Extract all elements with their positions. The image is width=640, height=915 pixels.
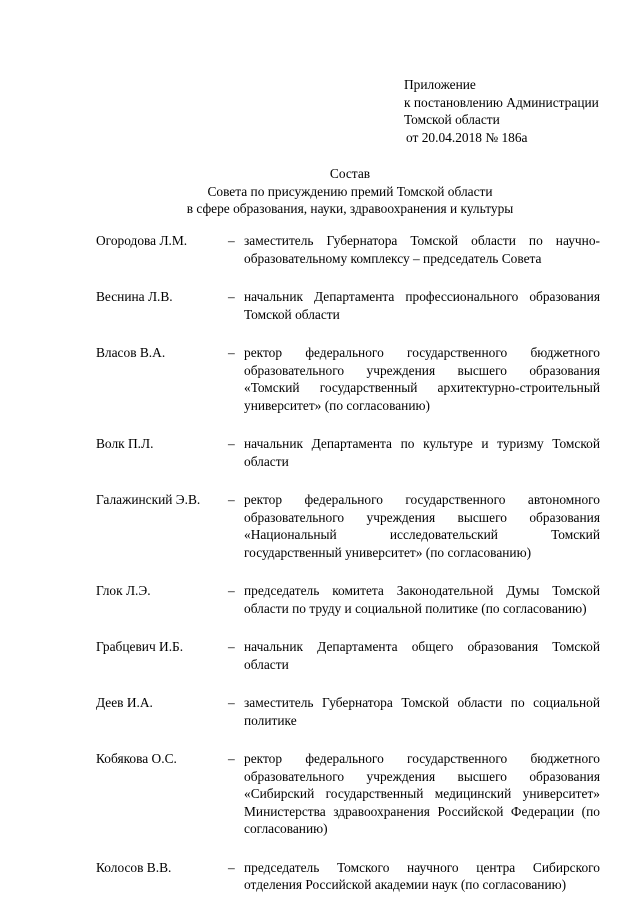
member-dash: – bbox=[228, 695, 235, 710]
appendix-line-1: Приложение bbox=[404, 77, 476, 92]
member-dash: – bbox=[228, 233, 235, 248]
member-name: Власов В.А. bbox=[96, 345, 166, 360]
member-role: заместитель Губернатора Томской области по научно-образовательному комплексу – председатель Совета bbox=[244, 233, 600, 266]
document-title bbox=[60, 165, 640, 218]
member-row bbox=[96, 582, 600, 617]
member-row bbox=[96, 638, 600, 673]
title-line-3: в сфере образования, науки, здравоохранения и культуры bbox=[186, 201, 514, 216]
member-row bbox=[96, 750, 600, 838]
member-role: начальник Департамента общего образования Томской области bbox=[244, 639, 600, 672]
member-role: председатель Томского научного центра Сибирского отделения Российской академии наук (по согласованию) bbox=[244, 859, 600, 892]
member-role: заместитель Губернатора Томской области по социальной политике bbox=[244, 695, 600, 728]
title-line-1: Состав bbox=[329, 166, 371, 181]
member-dash: – bbox=[228, 492, 235, 507]
member-dash: – bbox=[228, 289, 235, 304]
member-role: начальник Департамента профессионального образования Томской области bbox=[244, 289, 600, 322]
member-dash: – bbox=[228, 345, 235, 360]
member-role: председатель комитета Законодательной Думы Томской области по труду и социальной политике (по согласованию) bbox=[244, 583, 600, 616]
member-name: Волк П.Л. bbox=[96, 436, 154, 451]
member-name: Кобякова О.С. bbox=[96, 751, 177, 766]
member-name: Деев И.А. bbox=[96, 695, 153, 710]
member-role: начальник Департамента по культуре и туризму Томской области bbox=[244, 436, 600, 469]
appendix-header bbox=[404, 76, 599, 146]
member-row bbox=[96, 232, 600, 267]
member-name: Глок Л.Э. bbox=[96, 583, 151, 598]
member-dash: – bbox=[228, 639, 235, 654]
title-line-2: Совета по присуждению премий Томской области bbox=[207, 183, 493, 199]
member-name: Грабцевич И.Б. bbox=[96, 639, 184, 654]
member-name: Огородова Л.М. bbox=[96, 233, 188, 248]
member-role: ректор федерального государственного бюджетного образовательного учреждения высшего образования «Сибирский государственный медицинский университет» Министерства здравоохранения Российской Федерации (по согласованию) bbox=[244, 751, 600, 836]
member-role: ректор федерального государственного бюджетного образовательного учреждения высшего образования «Томский государственный архитектурно-строительный университет» (по согласованию) bbox=[244, 345, 600, 413]
appendix-line-2: к постановлению Администрации bbox=[404, 94, 599, 110]
member-name: Галажинский Э.В. bbox=[96, 492, 201, 507]
appendix-date: от 20.04.2018 № 186а bbox=[406, 129, 528, 145]
member-dash: – bbox=[228, 859, 235, 875]
member-row bbox=[96, 491, 600, 561]
member-dash: – bbox=[228, 751, 235, 766]
member-role: ректор федерального государственного автономного образовательного учреждения высшего образования «Национальный исследовательский Томский государственный университет» (по согласованию) bbox=[244, 492, 600, 560]
member-dash: – bbox=[228, 436, 235, 451]
member-row bbox=[96, 344, 600, 414]
member-name: Веснина Л.В. bbox=[96, 289, 173, 304]
member-row bbox=[96, 288, 600, 323]
member-row bbox=[96, 859, 600, 894]
member-row bbox=[96, 435, 600, 470]
member-dash: – bbox=[228, 583, 235, 598]
member-name: Колосов В.В. bbox=[96, 859, 172, 875]
members-list bbox=[96, 232, 600, 915]
member-row bbox=[96, 694, 600, 729]
appendix-line-3: Томской области bbox=[404, 112, 500, 127]
